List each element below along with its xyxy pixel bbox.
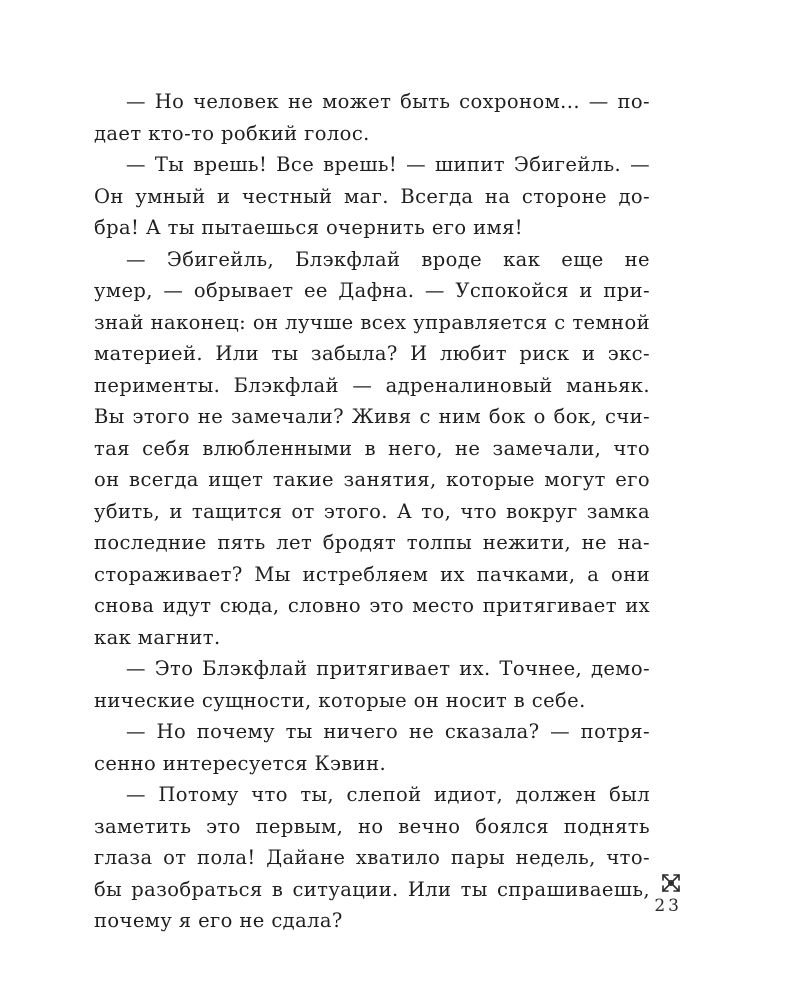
decorative-knot-icon: [660, 872, 682, 894]
text-line: материей. Или ты забыла? И любит риск и экс-: [94, 342, 650, 365]
text-line: он всегда ищет такие занятия, которые могут его: [94, 468, 650, 491]
text-line: — Эбигейль, Блэкфлай вроде как еще не: [126, 247, 650, 271]
text-line: — Но человек не может быть сохроном... — по-: [126, 90, 650, 113]
text-line: Вы этого не замечали? Живя с ним бок о бок, счи-: [94, 405, 650, 428]
text-line: глаза от пола! Дайане хватило пары недель, что-: [94, 846, 650, 869]
text-line: почему я его не сдала?: [94, 909, 343, 932]
text-line: знай наконец: он лучше всех управляется с темной: [94, 310, 650, 334]
text-line: последние пять лет бродят толпы нежити, не на-: [94, 531, 650, 554]
body-text: [94, 86, 650, 937]
text-line: дает кто-то робкий голос.: [94, 121, 370, 145]
text-line: убить, и тащится от этого. А то, что вокруг замка: [94, 499, 650, 523]
text-line: Он умный и честный маг. Всегда на стороне до-: [94, 184, 650, 208]
text-line: — Ты врешь! Все врешь! — шипит Эбигейль. —: [126, 153, 650, 176]
text-line: бы разобраться в ситуации. Или ты спрашиваешь,: [94, 877, 650, 901]
text-line: снова идут сюда, словно это место притягивает их: [94, 594, 650, 617]
text-line: перименты. Блэкфлай — адреналиновый маньяк.: [94, 373, 650, 397]
text-line: сенно интересуется Кэвин.: [94, 751, 387, 775]
text-line: нические сущности, которые он носит в себе.: [94, 688, 586, 712]
text-line: как магнит.: [94, 625, 221, 649]
text-line: — Это Блэкфлай притягивает их. Точнее, демо-: [126, 657, 650, 680]
text-line: — Потому что ты, слепой идиот, должен был: [126, 783, 650, 806]
text-line: стораживает? Мы истребляем их пачками, а они: [94, 562, 650, 586]
text-line: умер, — обрывает ее Дафна. — Успокойся и при-: [94, 279, 650, 302]
page-number: 23: [654, 896, 682, 916]
text-line: тая себя влюбленными в него, не замечали, что: [94, 436, 650, 460]
text-line: заметить это первым, но вечно боялся поднять: [94, 814, 650, 838]
text-line: бра! А ты пытаешься очернить его имя!: [94, 216, 524, 239]
page-footer: [642, 872, 682, 916]
text-line: — Но почему ты ничего не сказала? — потря-: [126, 720, 650, 743]
